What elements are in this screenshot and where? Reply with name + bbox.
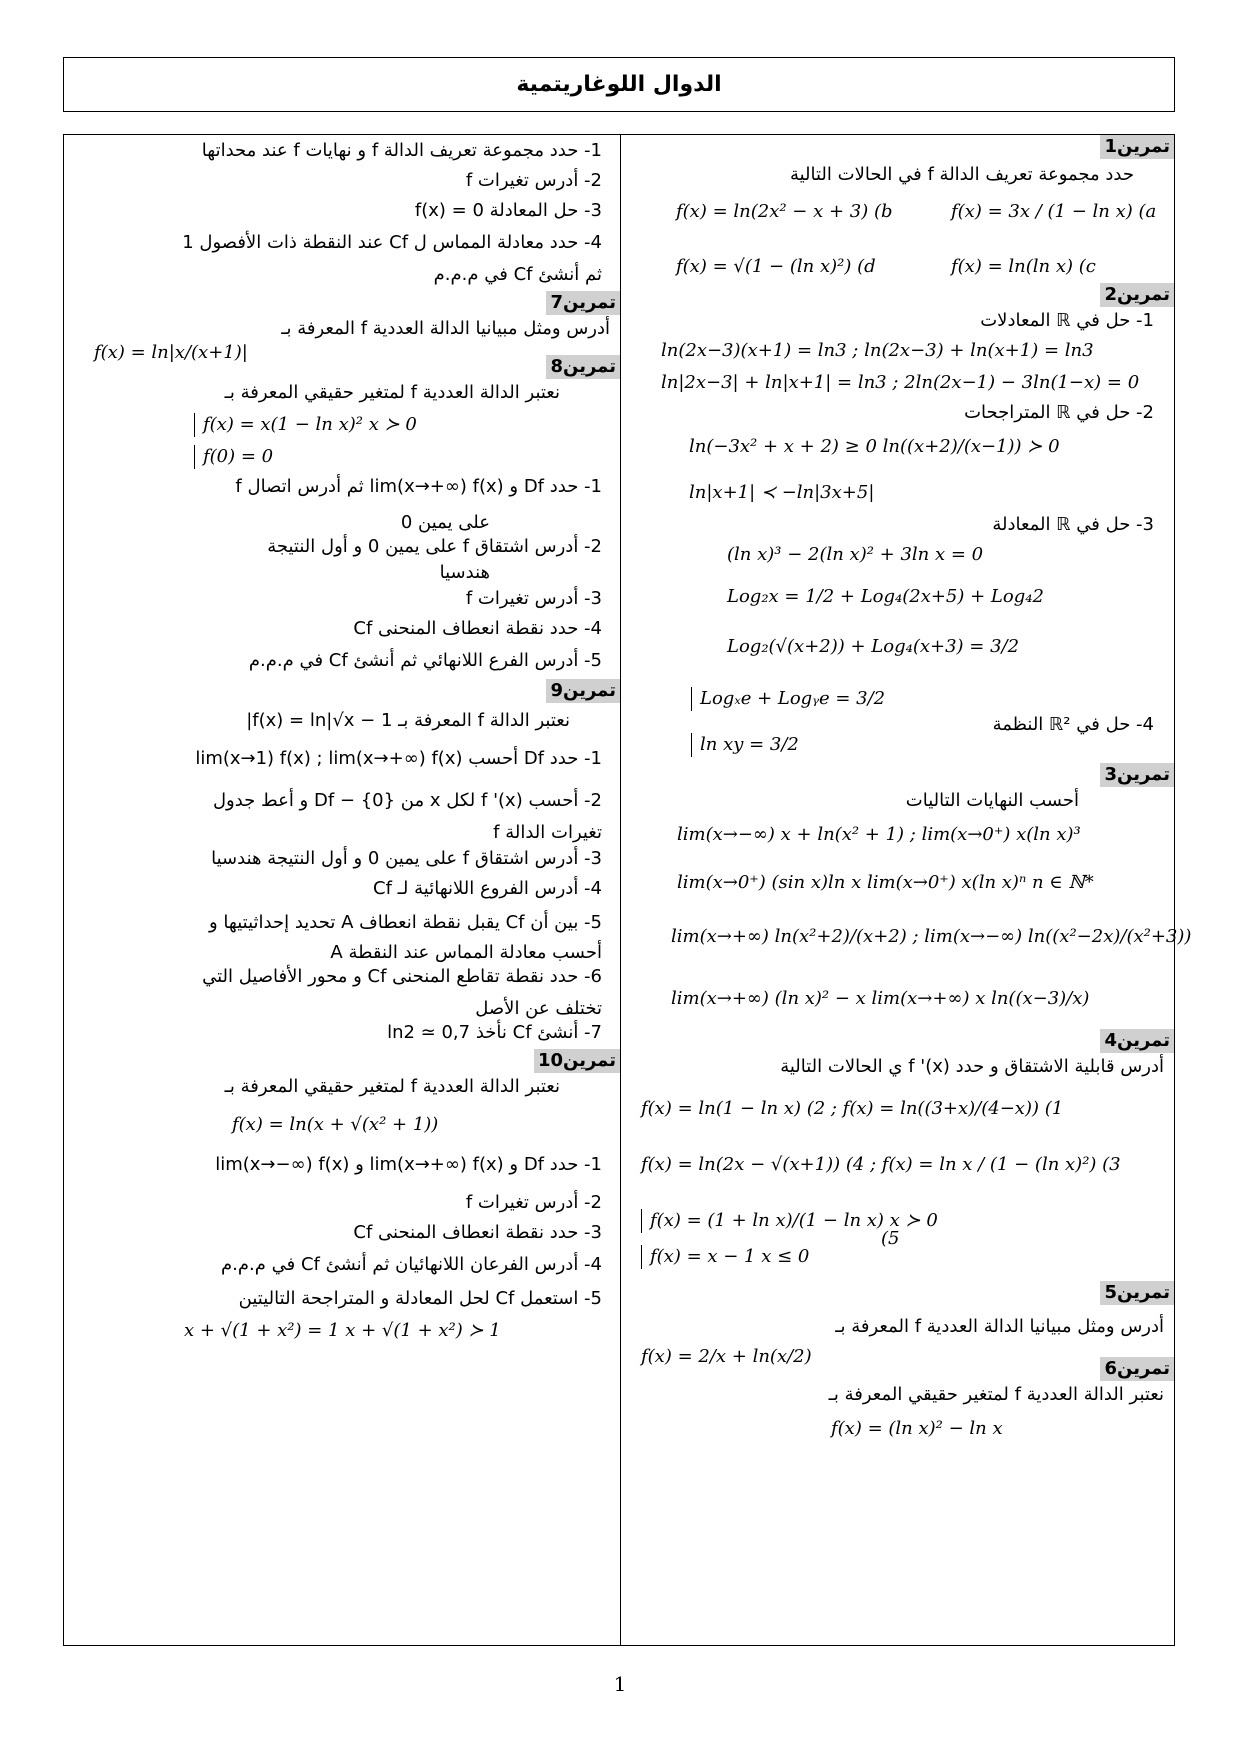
exercise-8-definition-branch1: f(x) = x(1 − ln x)² x ≻ 0 [194, 413, 417, 437]
exercise-2-system-eq2: ln xy = 3/2 [691, 733, 799, 757]
exercise-2-equation-5: Log₂(√(x+2)) + Log₄(x+3) = 3/2 [727, 636, 1020, 657]
exercise-9-text: نعتبر الدالة f المعرفة بـ f(x) = ln|√x − 1| [246, 710, 570, 731]
exercise-9-q2-continued: تغيرات الدالة f [493, 822, 602, 843]
exercise-10-q1: 1- حدد Df و lim(x→+∞) f(x) و lim(x→−∞) f(x) [215, 1154, 602, 1175]
exercise-6-q3: 3- حل المعادلة f(x) = 0 [414, 200, 602, 221]
exercise-8-q3: 3- أدرس تغيرات f [465, 588, 602, 609]
exercise-6-text: نعتبر الدالة العددية f لمتغير حقيقي المعرفة بـ [828, 1384, 1164, 1405]
exercise-5-formula: f(x) = 2/x + ln(x/2) [641, 1346, 812, 1367]
exercise-2-equations-row1: ln(2x−3)(x+1) = ln3 ; ln(2x−3) + ln(x+1) = ln3 [661, 340, 1094, 361]
exercise-1-case-a: f(x) = 3x / (1 − ln x) (a [951, 201, 1157, 222]
exercise-10-q2: 2- أدرس تغيرات f [465, 1192, 602, 1213]
exercise-4-cases-1-2: f(x) = ln(1 − ln x) (2 ; f(x) = ln((3+x)/(4−x)) (1 [641, 1098, 1064, 1119]
exercise-4-case-5-branch1: f(x) = (1 + ln x)/(1 − ln x) x ≻ 0 [641, 1209, 938, 1233]
exercise-sheet [63, 134, 1192, 1646]
exercise-4-cases-3-4: f(x) = ln(2x − √(x+1)) (4 ; f(x) = ln x / (1 − (ln x)²) (3 [641, 1154, 1121, 1175]
exercise-2-inequalities-row2: ln|x+1| ≺ −ln|3x+5| [689, 482, 875, 503]
exercise-2-equations-row2: ln|2x−3| + ln|x+1| = ln3 ; 2ln(2x−1) − 3ln(1−x) = 0 [661, 372, 1140, 393]
left-column [64, 135, 620, 1645]
exercise-2-equation-3: (ln x)³ − 2(ln x)² + 3ln x = 0 [727, 544, 984, 565]
exercise-9-q6-continued: تختلف عن الأصل [475, 998, 602, 1019]
exercise-10-q5-equations: x + √(1 + x²) = 1 x + √(1 + x²) ≻ 1 [184, 1320, 501, 1341]
exercise-7-formula: f(x) = ln|x/(x+1)| [94, 342, 248, 363]
exercise-9-header: تمرين9 [546, 679, 620, 703]
exercise-6-q4-continued: ثم أنشئ Cf في م.م.م [433, 264, 602, 285]
exercise-3-header: تمرين3 [1100, 763, 1174, 787]
exercise-2-q1: 1- حل في ℝ المعادلات [980, 310, 1154, 331]
exercise-3-limits-row3: lim(x→+∞) ln(x²+2)/(x+2) ; lim(x→−∞) ln((x²−2x)/(x²+3)) [671, 926, 1192, 947]
exercise-9-q3: 3- أدرس اشتقاق f على يمين 0 و أول النتيجة هندسيا [211, 848, 602, 869]
exercise-8-text: نعتبر الدالة العددية f لمتغير حقيقي المعرفة بـ [224, 382, 560, 403]
exercise-8-q2-continued: هندسيا [439, 562, 490, 583]
exercise-9-q4: 4- أدرس الفروع اللانهائية لـ Cf [373, 878, 602, 899]
exercise-4-case-5-branch2: f(x) = x − 1 x ≤ 0 [641, 1245, 809, 1269]
exercise-1-case-c: f(x) = ln(ln x) (c [951, 256, 1096, 277]
page-number: 1 [613, 1672, 627, 1696]
exercise-10-q5: 5- استعمل Cf لحل المعادلة و المتراجحة التاليتين [238, 1288, 602, 1309]
exercise-8-q1-continued: على يمين 0 [400, 512, 490, 533]
exercise-6-q1: 1- حدد مجموعة تعريف الدالة f و نهايات f عند محداتها [201, 140, 602, 161]
exercise-10-q3: 3- حدد نقطة انعطاف المنحنى Cf [353, 1222, 602, 1243]
exercise-8-q1: 1- حدد Df و lim(x→+∞) f(x) ثم أدرس اتصال f [235, 476, 602, 497]
exercise-9-q1: 1- حدد Df أحسب lim(x→1) f(x) ; lim(x→+∞) f(x) [195, 748, 602, 769]
exercise-10-text: نعتبر الدالة العددية f لمتغير حقيقي المعرفة بـ [224, 1076, 560, 1097]
exercise-9-q7: 7- أنشئ Cf نأخذ ln2 ≃ 0,7 [387, 1022, 602, 1043]
exercise-3-limits-row1: lim(x→−∞) x + ln(x² + 1) ; lim(x→0⁺) x(ln x)³ [677, 824, 1081, 845]
exercise-10-q4: 4- أدرس الفرعان اللانهائيان ثم أنشئ Cf في م.م.م [221, 1254, 602, 1275]
exercise-8-q5: 5- أدرس الفرع اللانهائي ثم أنشئ Cf في م.م.م [248, 650, 602, 671]
exercise-2-header: تمرين2 [1100, 283, 1174, 307]
exercise-8-q2: 2- أدرس اشتقاق f على يمين 0 و أول النتيجة [267, 536, 602, 557]
exercise-1-header: تمرين1 [1100, 135, 1174, 159]
exercise-6-formula: f(x) = (ln x)² − ln x [831, 1418, 1003, 1439]
exercise-4-case-5-number: (5 [881, 1228, 900, 1249]
exercise-4-header: تمرين4 [1100, 1029, 1174, 1053]
exercise-2-q2: 2- حل في ℝ المتراجحات [964, 402, 1154, 423]
exercise-1-case-b: f(x) = ln(2x² − x + 3) (b [676, 201, 893, 222]
exercise-5-header: تمرين5 [1100, 1281, 1174, 1305]
exercise-7-text: أدرس ومثل مبيانيا الدالة العددية f المعرفة بـ [281, 318, 610, 339]
exercise-2-q3: 3- حل في ℝ المعادلة [992, 514, 1154, 535]
exercise-6-q4: 4- حدد معادلة المماس ل Cf عند النقطة ذات الأفصول 1 [182, 232, 602, 253]
exercise-6-q2: 2- أدرس تغيرات f [465, 170, 602, 191]
exercise-3-limits-row2: lim(x→0⁺) (sin x)ln x lim(x→0⁺) x(ln x)ⁿ n ∈ ℕ* [677, 872, 1094, 893]
exercise-8-q4: 4- حدد نقطة انعطاف المنحنى Cf [353, 618, 602, 639]
exercise-1-intro: حدد مجموعة تعريف الدالة f في الحالات التالية [789, 164, 1134, 185]
exercise-2-system-eq1: Logₓe + Logᵧe = 3/2 [691, 687, 885, 711]
exercise-8-header: تمرين8 [546, 355, 620, 379]
exercise-8-definition-branch2: f(0) = 0 [194, 445, 273, 469]
exercise-3-limits-row4: lim(x→+∞) (ln x)² − x lim(x→+∞) x ln((x−3)/x) [671, 988, 1090, 1009]
exercise-9-q2: 2- أحسب f '(x) لكل x من Df − {0} و أعط جدول [212, 790, 602, 811]
exercise-9-q5-continued: أحسب معادلة المماس عند النقطة A [330, 942, 602, 963]
exercise-10-header: تمرين10 [534, 1049, 620, 1073]
exercise-9-q6: 6- حدد نقطة تقاطع المنحنى Cf و محور الأفاصيل التي [202, 966, 602, 987]
exercise-7-header: تمرين7 [546, 291, 620, 315]
exercise-5-text: أدرس ومثل مبيانيا الدالة العددية f المعرفة بـ [835, 1316, 1164, 1337]
exercise-10-formula: f(x) = ln(x + √(x² + 1)) [232, 1114, 439, 1135]
exercise-1-case-d: f(x) = √(1 − (ln x)²) (d [676, 256, 876, 277]
exercise-4-intro: أدرس قابلية الاشتقاق و حدد f '(x) ي الحالات التالية [780, 1056, 1164, 1077]
page-title: الدوال اللوغاريتمية [63, 57, 1175, 112]
right-column [621, 135, 1192, 1645]
exercise-9-q5: 5- بين أن Cf يقبل نقطة انعطاف A تحديد إحداثيتيها و [209, 912, 602, 933]
exercise-2-inequalities-row1: ln(−3x² + x + 2) ≥ 0 ln((x+2)/(x−1)) ≻ 0 [689, 436, 1060, 457]
exercise-3-intro: أحسب النهايات التاليات [905, 790, 1079, 811]
exercise-6-header: تمرين6 [1100, 1357, 1174, 1381]
exercise-2-equation-4: Log₂x = 1/2 + Log₄(2x+5) + Log₄2 [727, 586, 1044, 607]
exercise-2-q4: 4- حل في ℝ² النظمة [992, 714, 1154, 735]
